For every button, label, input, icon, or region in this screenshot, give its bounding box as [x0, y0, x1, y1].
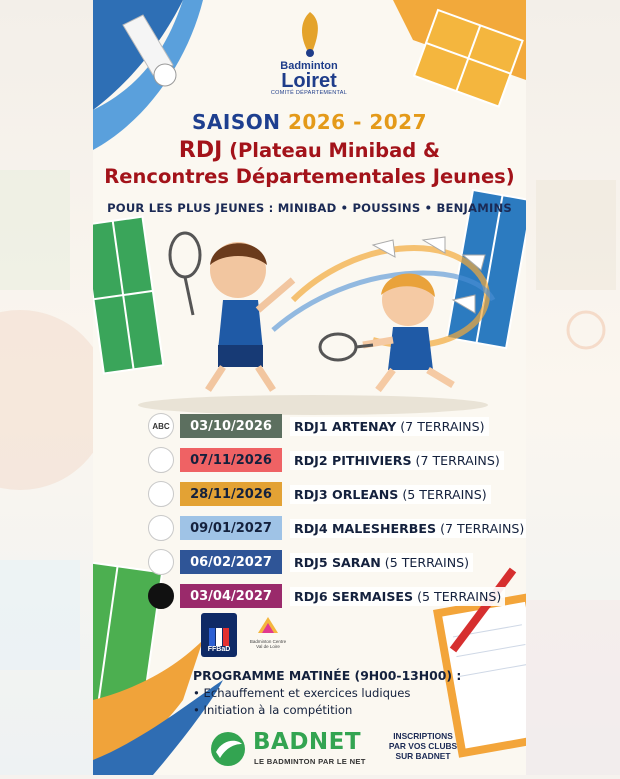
event-label	[290, 519, 526, 538]
event-name: RDJ6 SERMAISES	[294, 588, 414, 604]
page-title	[93, 138, 526, 190]
program	[193, 668, 461, 717]
logo-line3: COMITÉ DÉPARTEMENTAL	[270, 90, 348, 96]
event-name: RDJ2 PITHIVIERS	[294, 452, 412, 468]
title-rdj: RDJ	[178, 138, 223, 163]
event-date: 07/11/2026	[180, 448, 282, 472]
event-courts: (7 TERRAINS)	[411, 452, 500, 468]
event-label	[290, 417, 489, 436]
event-courts: (5 TERRAINS)	[380, 554, 470, 570]
event-row	[148, 516, 526, 540]
program-item: • Echauffement et exercices ludiques	[193, 686, 411, 700]
badnet-inscriptions: INSCRIPTIONS PAR VOS CLUBS SUR BADNET	[388, 731, 458, 761]
event-label	[290, 485, 491, 504]
title-line2: Rencontres Départementales Jeunes)	[104, 165, 515, 188]
badminton-loiret-logo-icon	[289, 10, 331, 58]
event-courts: (5 TERRAINS)	[398, 486, 487, 502]
logo-line2: Loiret	[281, 70, 337, 92]
club-logo-icon	[148, 583, 174, 609]
event-date: 09/01/2027	[180, 516, 282, 540]
background-decoration-right	[526, 0, 620, 775]
event-row	[148, 584, 505, 608]
centre-val-de-loire-logo	[248, 615, 288, 659]
ffbad-logo	[201, 613, 237, 657]
event-name: RDJ4 MALESHERBES	[294, 520, 437, 536]
subtitle: POUR LES PLUS JEUNES : MINIBAD • POUSSINS • BENJAMINS	[107, 201, 512, 215]
logo-line1: Badminton	[280, 60, 338, 72]
season-title	[93, 110, 526, 134]
event-courts: (7 TERRAINS)	[436, 520, 525, 536]
event-date: 28/11/2026	[180, 482, 282, 506]
event-row	[148, 550, 473, 574]
badnet-logo-icon	[208, 730, 250, 768]
club-logo-icon	[148, 447, 174, 473]
club-logo-icon: ABC	[148, 413, 174, 439]
logo-text	[259, 60, 359, 96]
event-row	[148, 448, 504, 472]
background-right	[526, 0, 620, 775]
background-left	[0, 0, 93, 775]
club-logo-icon	[148, 515, 174, 541]
event-courts: (7 TERRAINS)	[396, 418, 485, 434]
badnet-name: BADNET	[253, 729, 362, 755]
event-label	[290, 553, 473, 572]
event-date: 03/10/2026	[180, 414, 282, 438]
event-name: RDJ1 ARTENAY	[294, 418, 397, 434]
centre-label: Badminton Centre Val de Loire	[249, 639, 287, 649]
centre-logo-icon	[256, 615, 280, 635]
racket-icon	[320, 334, 373, 360]
badnet-banner	[208, 728, 508, 772]
event-row	[148, 482, 491, 506]
background-decoration-left	[0, 0, 93, 775]
event-date: 03/04/2027	[180, 584, 282, 608]
event-date: 06/02/2027	[180, 550, 282, 574]
program-item: • Initiation à la compétition	[193, 703, 353, 717]
racket-icon	[170, 233, 200, 315]
club-logo-icon	[148, 549, 174, 575]
title-line1: (Plateau Minibad &	[222, 139, 441, 162]
event-name: RDJ5 SARAN	[294, 554, 381, 570]
ffbad-label: FFBaD	[207, 646, 231, 653]
season-years: 2026 - 2027	[287, 110, 427, 134]
event-courts: (5 TERRAINS)	[413, 588, 502, 604]
event-name: RDJ3 ORLEANS	[294, 486, 399, 502]
event-row	[148, 414, 489, 438]
event-label	[290, 451, 504, 470]
club-logo-icon	[148, 481, 174, 507]
season-prefix: SAISON	[192, 110, 281, 134]
poster	[93, 0, 526, 775]
event-label	[290, 587, 505, 606]
kids-playing-illustration	[163, 225, 503, 405]
program-heading: PROGRAMME MATINÉE (9H00-13H00) :	[193, 668, 462, 683]
badnet-tagline: LE BADMINTON PAR LE NET	[254, 757, 366, 766]
ffbad-flag-icon	[209, 628, 229, 646]
